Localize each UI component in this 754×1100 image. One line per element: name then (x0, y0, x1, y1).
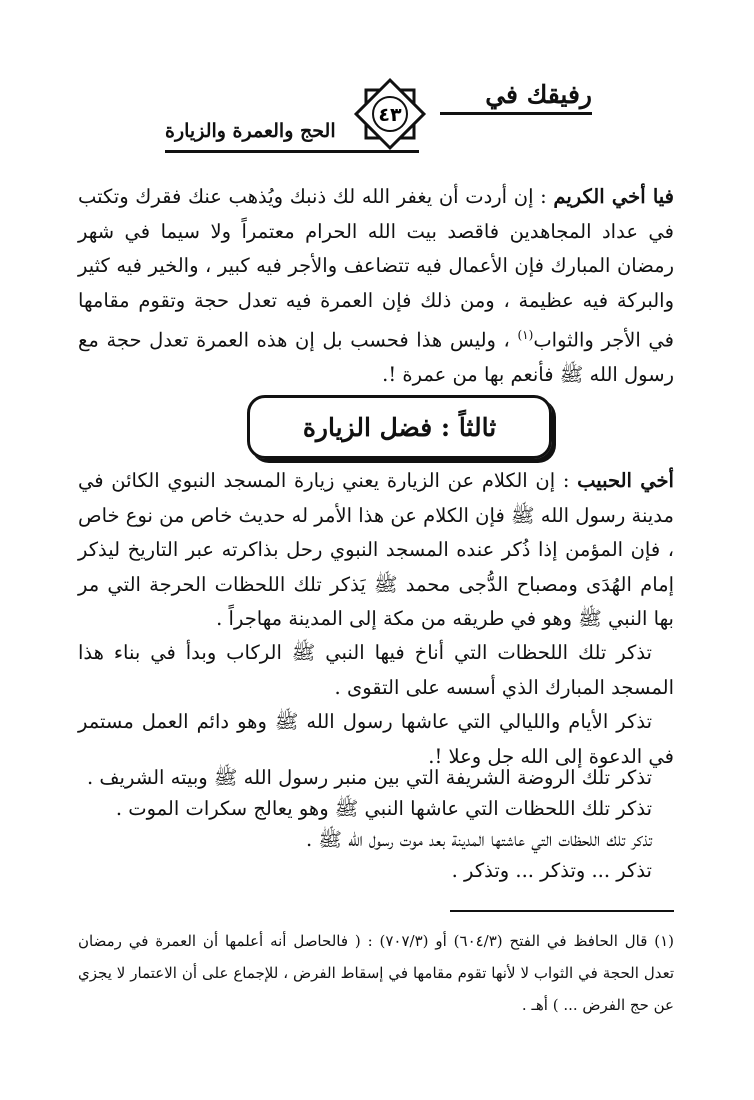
header-title-right: رفيقك في (485, 80, 592, 109)
page-number: ٤٣ (378, 104, 402, 126)
footnote-divider (450, 910, 674, 912)
header-rule-bottom (165, 150, 419, 153)
section-heading: ثالثاً : فضل الزيارة (302, 412, 497, 442)
paragraph-remember-1: تذكر تلك اللحظات التي أناخ فيها النبي ﷺ الركاب وبدأ في بناء هذا المسجد المبارك الذي أسسه على التقوى . (78, 641, 674, 699)
section-heading-box (247, 395, 552, 459)
footnote: (١) قال الحافظ في الفتح (٦٠٤/٣) أو (٧٠٧/٣) : ( فالحاصل أنه أعلمها أن العمرة في رمضان تعدل الحجة في الثواب لا لأنها تقوم مقامها في إسقاط الفرض ، للإجماع على أن الاعتمار لا يجزي عن حج الفرض ... ) أهـ . (78, 932, 675, 1014)
paragraph-lead: أخي الحبيب (577, 469, 674, 492)
paragraph-ziyara (78, 464, 674, 637)
paragraph-text: : إن أردت أن يغفر الله لك ذنبك ويُذهب عنك فقرك وتكتب في عداد المجاهدين فاقصد بيت الله الحرام معتمراً ولا سيما في شهر رمضان المبارك فإن الأعمال فيه تتضاعف والأجر فيه كبير ، والخير فيه كثير والبركة فيه عظيمة ، ومن ذلك فإن العمرة فيه تعدل حجة وتقوم مقامها في الأجر والثواب (78, 185, 674, 352)
paragraph-umrah (78, 180, 674, 393)
remember-line: تذكر تلك الروضة الشريفة التي بين منبر رسول الله ﷺ وبيته الشريف . (86, 766, 652, 789)
paragraph-text: : إن الكلام عن الزيارة يعني زيارة المسجد النبوي الكائن في مدينة رسول الله ﷺ فإن الكلام عن هذا الأمر له حديث خاص من نوع خاص ، فإن المؤمن إذا ذُكر عنده المسجد النبوي رحل بذاكرته عبر التاريخ ليذكر إمام الهُدَى ومصباح الدُّجى محمد ﷺ يَذكر تلك اللحظات الحرجة التي مر بها النبي ﷺ وهو في طريقه من مكة إلى المدينة مهاجراً . (78, 469, 674, 630)
paragraph-text-cont: ، وليس هذا فحسب بل إن هذه العمرة تعدل حجة مع رسول الله ﷺ فأنعم بها من عمرة !. (78, 328, 674, 386)
paragraph-lead: فيا أخي الكريم (553, 185, 674, 208)
remember-line: تذكر ... وتذكر ... وتذكر . (451, 859, 652, 882)
remember-line: تذكر تلك اللحظات التي عاشها النبي ﷺ وهو يعالج سكرات الموت . (115, 797, 652, 820)
header-title-left: الحج والعمرة والزيارة (165, 120, 336, 142)
page-number-medallion (350, 74, 430, 154)
remember-line: تذكر تلك اللحظات التي عاشتها المدينة بعد موت رسول الله ﷺ . (306, 828, 652, 851)
paragraph-remember-2: تذكر الأيام والليالي التي عاشها رسول الله ﷺ وهو دائم العمل مستمر في الدعوة إلى الله جل وعلا !. (78, 710, 674, 768)
footnote-ref: (١) (517, 328, 534, 342)
header-rule-top (440, 112, 592, 115)
